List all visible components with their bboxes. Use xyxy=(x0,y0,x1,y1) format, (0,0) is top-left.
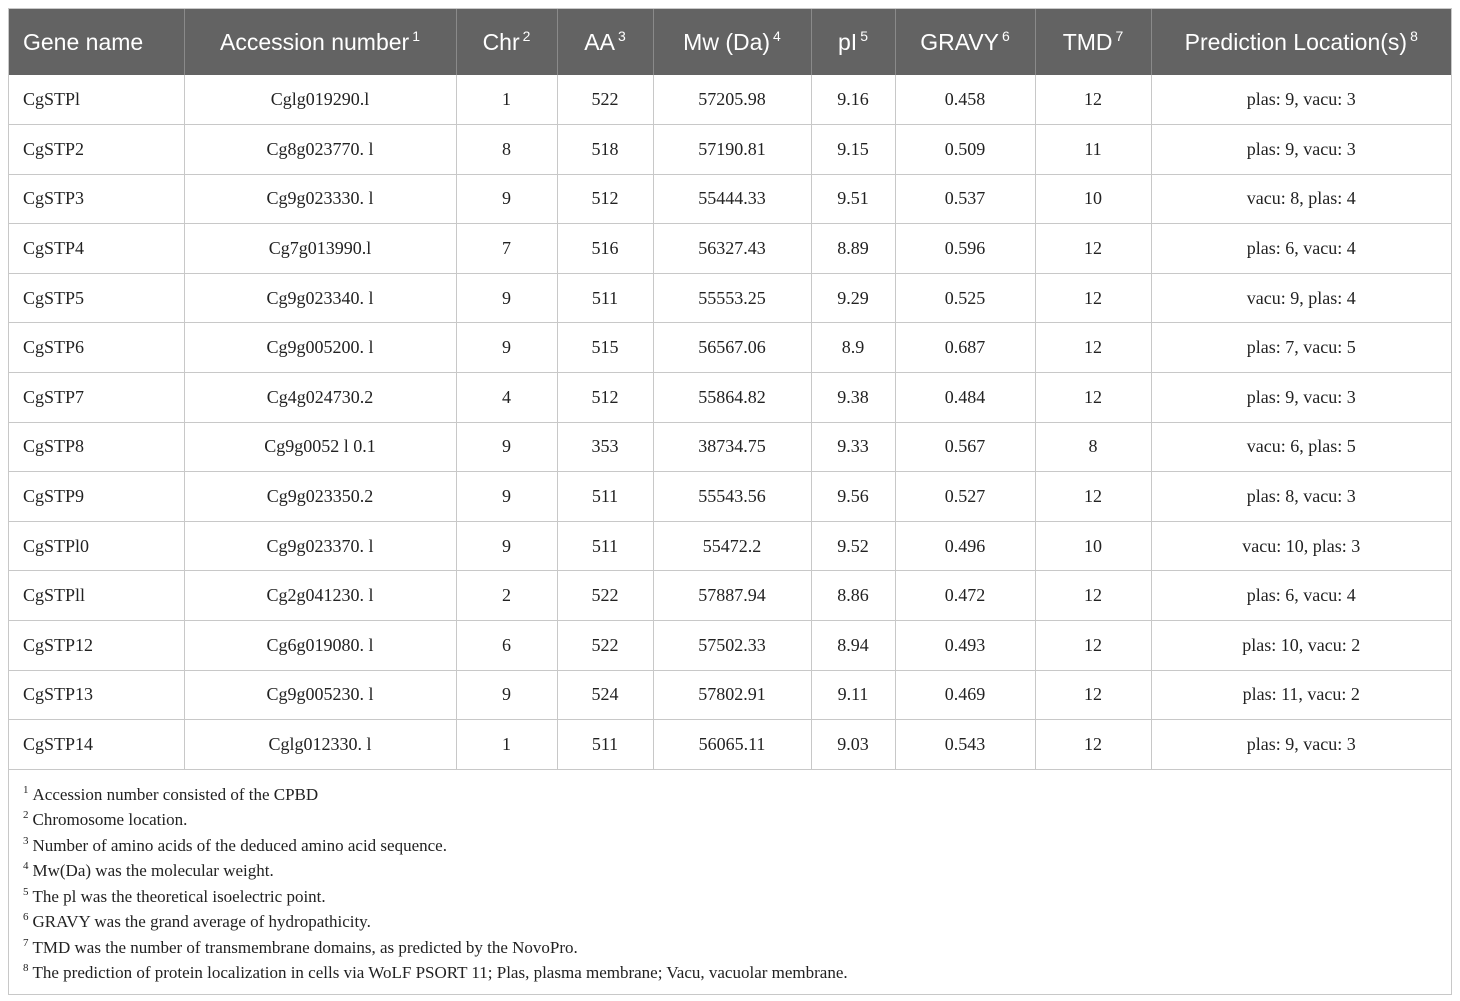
table-row xyxy=(9,373,1451,423)
cell-prediction-location: plas: 9, vacu: 3 xyxy=(1151,125,1451,175)
cell-chr: 9 xyxy=(456,472,557,522)
cell-chr: 1 xyxy=(456,75,557,125)
header-accession-number: Accession number $^1$ xyxy=(184,9,456,75)
cell-tmd: 12 xyxy=(1035,720,1151,770)
cell-aa: 511 xyxy=(557,273,653,323)
cell-pi: 8.89 xyxy=(811,224,895,274)
cell-gravy: 0.469 xyxy=(895,670,1035,720)
cell-aa: 511 xyxy=(557,472,653,522)
cell-pi: 9.38 xyxy=(811,373,895,423)
cell-tmd: 12 xyxy=(1035,373,1151,423)
cell-chr: 9 xyxy=(456,422,557,472)
table-row xyxy=(9,323,1451,373)
cell-mw: 55472.2 xyxy=(653,521,811,571)
table-container xyxy=(8,8,1452,995)
cell-prediction-location: plas: 9, vacu: 3 xyxy=(1151,373,1451,423)
header-tmd: TMD $^7$ xyxy=(1035,9,1151,75)
cell-tmd: 12 xyxy=(1035,621,1151,671)
footnote xyxy=(23,880,1451,906)
cell-aa: 524 xyxy=(557,670,653,720)
table-row xyxy=(9,571,1451,621)
cell-aa: 518 xyxy=(557,125,653,175)
cell-mw: 56327.43 xyxy=(653,224,811,274)
cell-accession-number: Cglg012330. l xyxy=(184,720,456,770)
cell-mw: 55553.25 xyxy=(653,273,811,323)
cell-tmd: 12 xyxy=(1035,273,1151,323)
cell-mw: 38734.75 xyxy=(653,422,811,472)
footnote-mark: 4 xyxy=(23,860,29,873)
cell-pi: 9.52 xyxy=(811,521,895,571)
footnote xyxy=(23,803,1451,829)
cell-pi: 9.56 xyxy=(811,472,895,522)
cell-accession-number: Cg7g013990.l xyxy=(184,224,456,274)
cell-gravy: 0.543 xyxy=(895,720,1035,770)
cell-gene-name: CgSTP13 xyxy=(9,670,184,720)
footnote-mark: 6 xyxy=(23,911,29,924)
cell-prediction-location: plas: 10, vacu: 2 xyxy=(1151,621,1451,671)
cell-tmd: 10 xyxy=(1035,521,1151,571)
table-row xyxy=(9,224,1451,274)
table-row xyxy=(9,621,1451,671)
gene-table xyxy=(9,9,1451,770)
cell-chr: 2 xyxy=(456,571,557,621)
cell-gravy: 0.472 xyxy=(895,571,1035,621)
footnote-text: Mw(Da) was the molecular weight. xyxy=(32,861,274,881)
cell-gravy: 0.525 xyxy=(895,273,1035,323)
cell-pi: 9.51 xyxy=(811,174,895,224)
cell-pi: 8.9 xyxy=(811,323,895,373)
header-mw: Mw (Da) $^4$ xyxy=(653,9,811,75)
footnote-text: The prediction of protein localization in cells via WoLF PSORT 11; Plas, plasma membrane; Vacu, vacuolar membrane. xyxy=(32,963,848,983)
cell-tmd: 12 xyxy=(1035,75,1151,125)
cell-accession-number: Cg8g023770. l xyxy=(184,125,456,175)
cell-tmd: 12 xyxy=(1035,323,1151,373)
cell-chr: 9 xyxy=(456,521,557,571)
cell-tmd: 12 xyxy=(1035,670,1151,720)
table-row xyxy=(9,174,1451,224)
cell-chr: 8 xyxy=(456,125,557,175)
cell-gene-name: CgSTPl0 xyxy=(9,521,184,571)
cell-accession-number: Cg9g023340. l xyxy=(184,273,456,323)
cell-prediction-location: vacu: 8, plas: 4 xyxy=(1151,174,1451,224)
footnote xyxy=(23,778,1451,804)
cell-mw: 55543.56 xyxy=(653,472,811,522)
cell-pi: 9.11 xyxy=(811,670,895,720)
footnote xyxy=(23,829,1451,855)
cell-chr: 4 xyxy=(456,373,557,423)
cell-aa: 522 xyxy=(557,75,653,125)
cell-gene-name: CgSTP4 xyxy=(9,224,184,274)
cell-aa: 353 xyxy=(557,422,653,472)
cell-gravy: 0.687 xyxy=(895,323,1035,373)
table-row xyxy=(9,670,1451,720)
cell-mw: 57887.94 xyxy=(653,571,811,621)
cell-tmd: 8 xyxy=(1035,422,1151,472)
table-row xyxy=(9,125,1451,175)
footnote xyxy=(23,854,1451,880)
table-row xyxy=(9,273,1451,323)
footnote-mark: 8 xyxy=(23,962,29,975)
cell-gravy: 0.493 xyxy=(895,621,1035,671)
header-prediction-location: Prediction Location(s) $^8$ xyxy=(1151,9,1451,75)
cell-mw: 57802.91 xyxy=(653,670,811,720)
cell-accession-number: Cg9g023350.2 xyxy=(184,472,456,522)
cell-chr: 1 xyxy=(456,720,557,770)
footnote-mark: 1 xyxy=(23,783,29,796)
cell-prediction-location: plas: 6, vacu: 4 xyxy=(1151,224,1451,274)
cell-mw: 55444.33 xyxy=(653,174,811,224)
cell-gravy: 0.509 xyxy=(895,125,1035,175)
cell-gene-name: CgSTP6 xyxy=(9,323,184,373)
cell-mw: 56567.06 xyxy=(653,323,811,373)
cell-gene-name: CgSTP3 xyxy=(9,174,184,224)
footnote-text: GRAVY was the grand average of hydropathicity. xyxy=(32,912,371,932)
cell-prediction-location: plas: 8, vacu: 3 xyxy=(1151,472,1451,522)
cell-accession-number: Cg9g023370. l xyxy=(184,521,456,571)
cell-pi: 9.03 xyxy=(811,720,895,770)
table-row xyxy=(9,75,1451,125)
footnote-text: Number of amino acids of the deduced amino acid sequence. xyxy=(32,835,447,855)
footnote-mark: 2 xyxy=(23,809,29,822)
cell-mw: 57205.98 xyxy=(653,75,811,125)
cell-mw: 57190.81 xyxy=(653,125,811,175)
table-body xyxy=(9,75,1451,769)
cell-aa: 512 xyxy=(557,373,653,423)
cell-prediction-location: plas: 11, vacu: 2 xyxy=(1151,670,1451,720)
cell-prediction-location: plas: 7, vacu: 5 xyxy=(1151,323,1451,373)
cell-tmd: 12 xyxy=(1035,472,1151,522)
cell-mw: 56065.11 xyxy=(653,720,811,770)
table-row xyxy=(9,720,1451,770)
cell-pi: 9.15 xyxy=(811,125,895,175)
header-gravy: GRAVY $^6$ xyxy=(895,9,1035,75)
cell-aa: 522 xyxy=(557,621,653,671)
cell-prediction-location: plas: 9, vacu: 3 xyxy=(1151,720,1451,770)
footnote-text: The pl was the theoretical isoelectric point. xyxy=(32,886,326,906)
footnote-mark: 3 xyxy=(23,834,29,847)
cell-accession-number: Cg9g005200. l xyxy=(184,323,456,373)
cell-pi: 9.16 xyxy=(811,75,895,125)
cell-chr: 9 xyxy=(456,323,557,373)
header-pi: pI $^5$ xyxy=(811,9,895,75)
cell-gravy: 0.537 xyxy=(895,174,1035,224)
footnote xyxy=(23,905,1451,931)
cell-gravy: 0.527 xyxy=(895,472,1035,522)
cell-gene-name: CgSTP7 xyxy=(9,373,184,423)
cell-gene-name: CgSTP12 xyxy=(9,621,184,671)
footnote-mark: 5 xyxy=(23,885,29,898)
footnote-mark: 7 xyxy=(23,936,29,949)
cell-tmd: 12 xyxy=(1035,224,1151,274)
table-row xyxy=(9,472,1451,522)
cell-tmd: 12 xyxy=(1035,571,1151,621)
cell-gravy: 0.484 xyxy=(895,373,1035,423)
cell-prediction-location: vacu: 9, plas: 4 xyxy=(1151,273,1451,323)
cell-gene-name: CgSTP9 xyxy=(9,472,184,522)
footnote-text: TMD was the number of transmembrane domains, as predicted by the NovoPro. xyxy=(32,937,578,957)
cell-chr: 6 xyxy=(456,621,557,671)
cell-accession-number: Cglg019290.l xyxy=(184,75,456,125)
cell-chr: 7 xyxy=(456,224,557,274)
cell-mw: 57502.33 xyxy=(653,621,811,671)
cell-pi: 8.94 xyxy=(811,621,895,671)
cell-gene-name: CgSTP8 xyxy=(9,422,184,472)
cell-pi: 9.29 xyxy=(811,273,895,323)
cell-aa: 512 xyxy=(557,174,653,224)
cell-pi: 8.86 xyxy=(811,571,895,621)
header-aa: AA $^3$ xyxy=(557,9,653,75)
cell-aa: 511 xyxy=(557,521,653,571)
cell-gene-name: CgSTPl xyxy=(9,75,184,125)
cell-gravy: 0.458 xyxy=(895,75,1035,125)
cell-aa: 522 xyxy=(557,571,653,621)
cell-tmd: 11 xyxy=(1035,125,1151,175)
header-chr: Chr $^2$ xyxy=(456,9,557,75)
footnote-text: Accession number consisted of the CPBD xyxy=(32,784,319,804)
cell-gene-name: CgSTP14 xyxy=(9,720,184,770)
cell-chr: 9 xyxy=(456,174,557,224)
cell-mw: 55864.82 xyxy=(653,373,811,423)
footnote-text: Chromosome location. xyxy=(32,810,188,830)
table-row xyxy=(9,521,1451,571)
cell-pi: 9.33 xyxy=(811,422,895,472)
cell-gene-name: CgSTPll xyxy=(9,571,184,621)
footnotes xyxy=(9,770,1451,982)
cell-prediction-location: plas: 9, vacu: 3 xyxy=(1151,75,1451,125)
cell-gravy: 0.567 xyxy=(895,422,1035,472)
header-row xyxy=(9,9,1451,75)
cell-gravy: 0.496 xyxy=(895,521,1035,571)
cell-aa: 516 xyxy=(557,224,653,274)
cell-tmd: 10 xyxy=(1035,174,1151,224)
header-gene-name: Gene name xyxy=(9,9,184,75)
cell-chr: 9 xyxy=(456,670,557,720)
cell-aa: 511 xyxy=(557,720,653,770)
cell-prediction-location: plas: 6, vacu: 4 xyxy=(1151,571,1451,621)
cell-accession-number: Cg9g005230. l xyxy=(184,670,456,720)
cell-chr: 9 xyxy=(456,273,557,323)
cell-accession-number: Cg6g019080. l xyxy=(184,621,456,671)
cell-accession-number: Cg4g024730.2 xyxy=(184,373,456,423)
cell-aa: 515 xyxy=(557,323,653,373)
footnote xyxy=(23,956,1451,982)
cell-prediction-location: vacu: 10, plas: 3 xyxy=(1151,521,1451,571)
cell-gene-name: CgSTP2 xyxy=(9,125,184,175)
cell-gene-name: CgSTP5 xyxy=(9,273,184,323)
footnote xyxy=(23,931,1451,957)
cell-prediction-location: vacu: 6, plas: 5 xyxy=(1151,422,1451,472)
cell-accession-number: Cg9g0052 l 0.1 xyxy=(184,422,456,472)
cell-gravy: 0.596 xyxy=(895,224,1035,274)
cell-accession-number: Cg2g041230. l xyxy=(184,571,456,621)
cell-accession-number: Cg9g023330. l xyxy=(184,174,456,224)
table-row xyxy=(9,422,1451,472)
